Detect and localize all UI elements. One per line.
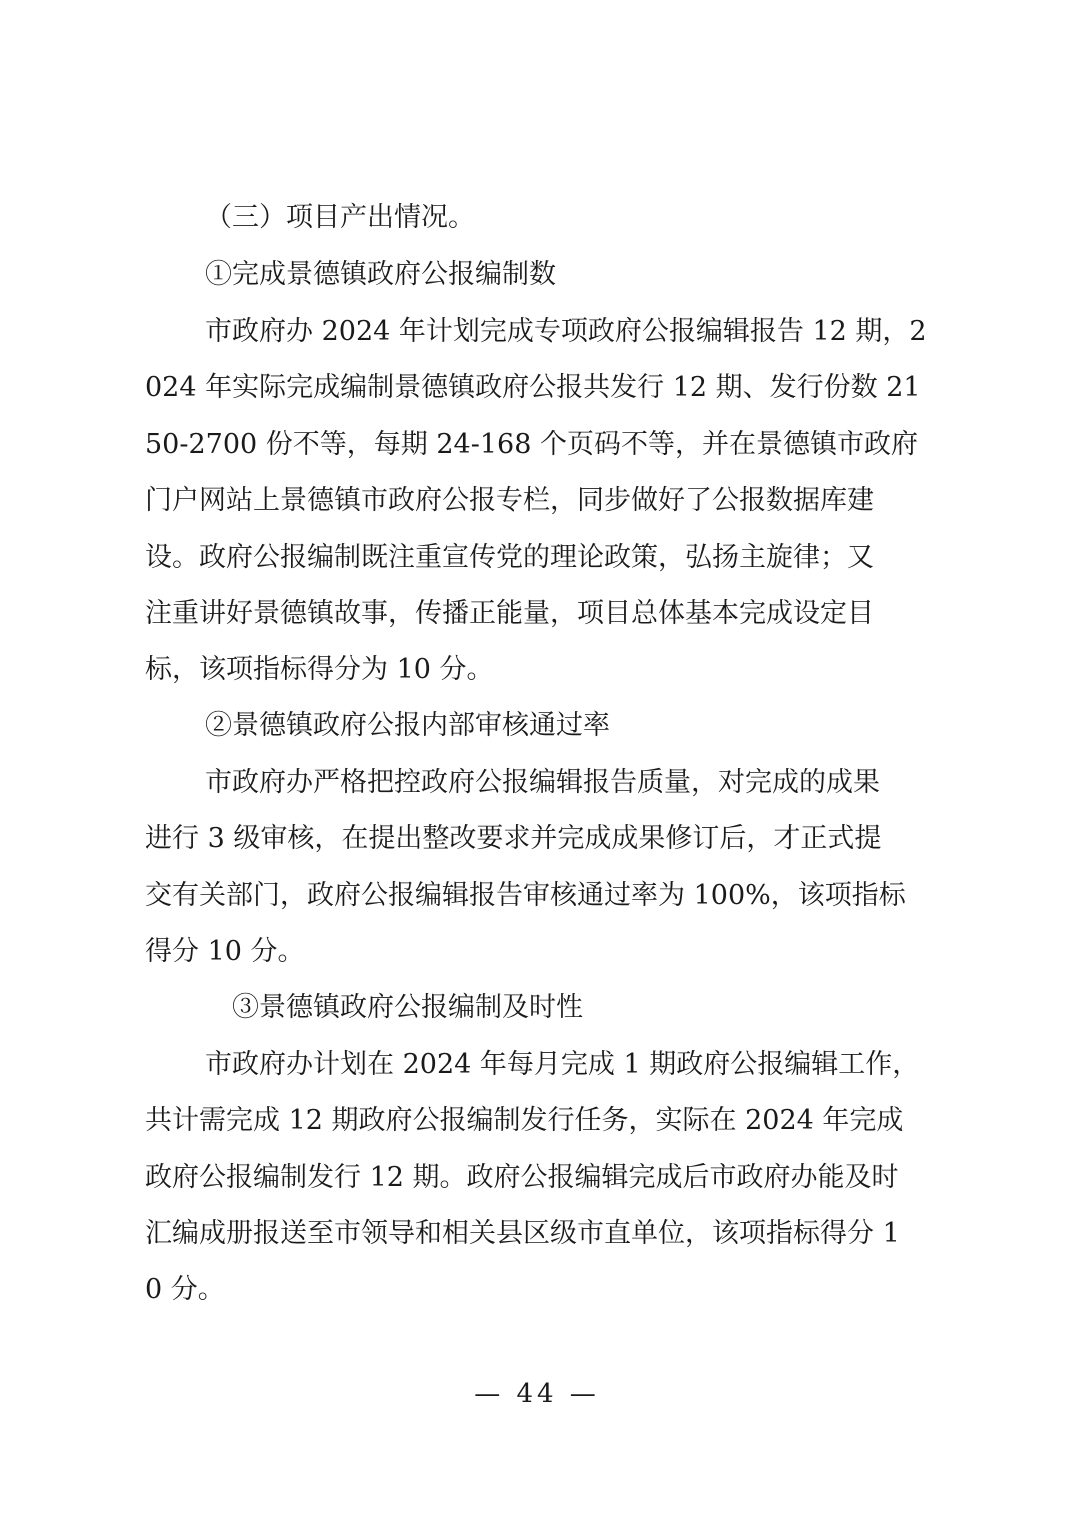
item1-heading: ①完成景德镇政府公报编制数 (205, 259, 556, 290)
item3-paragraph-line: 共计需完成 12 期政府公报编制发行任务，实际在 2024 年完成 (145, 1105, 904, 1136)
item2-paragraph-line: 得分 10 分。 (145, 936, 305, 967)
item1-paragraph-line: 024 年实际完成编制景德镇政府公报共发行 12 期、发行份数 21 (145, 372, 921, 403)
section-heading: （三）项目产出情况。 (205, 202, 475, 233)
item3-paragraph-line: 市政府办计划在 2024 年每月完成 1 期政府公报编辑工作， (205, 1049, 920, 1080)
item2-paragraph-line: 交有关部门，政府公报编辑报告审核通过率为 100%，该项指标 (145, 880, 906, 911)
item1-paragraph-line: 门户网站上景德镇市政府公报专栏，同步做好了公报数据库建 (145, 485, 874, 516)
item1-paragraph-line: 注重讲好景德镇故事，传播正能量，项目总体基本完成设定目 (145, 598, 874, 629)
item3-paragraph-line: 汇编成册报送至市领导和相关县区级市直单位，该项指标得分 1 (145, 1218, 900, 1249)
item1-paragraph-line: 市政府办 2024 年计划完成专项政府公报编辑报告 12 期，2 (205, 316, 927, 347)
page-number: — 44 — (474, 1379, 600, 1409)
item2-paragraph-line: 市政府办严格把控政府公报编辑报告质量，对完成的成果 (205, 767, 880, 798)
item2-heading: ②景德镇政府公报内部审核通过率 (205, 710, 610, 741)
item1-paragraph-line: 设。政府公报编制既注重宣传党的理论政策，弘扬主旋律；又 (145, 542, 874, 573)
item3-heading: ③景德镇政府公报编制及时性 (232, 992, 583, 1023)
item3-paragraph-line: 0 分。 (145, 1274, 225, 1305)
item1-paragraph-line: 50-2700 份不等，每期 24-168 个页码不等，并在景德镇市政府 (145, 429, 918, 460)
item3-paragraph-line: 政府公报编制发行 12 期。政府公报编辑完成后市政府办能及时 (145, 1162, 899, 1193)
item2-paragraph-line: 进行 3 级审核，在提出整改要求并完成成果修订后，才正式提 (145, 823, 882, 854)
item1-paragraph-line: 标，该项指标得分为 10 分。 (145, 654, 494, 685)
